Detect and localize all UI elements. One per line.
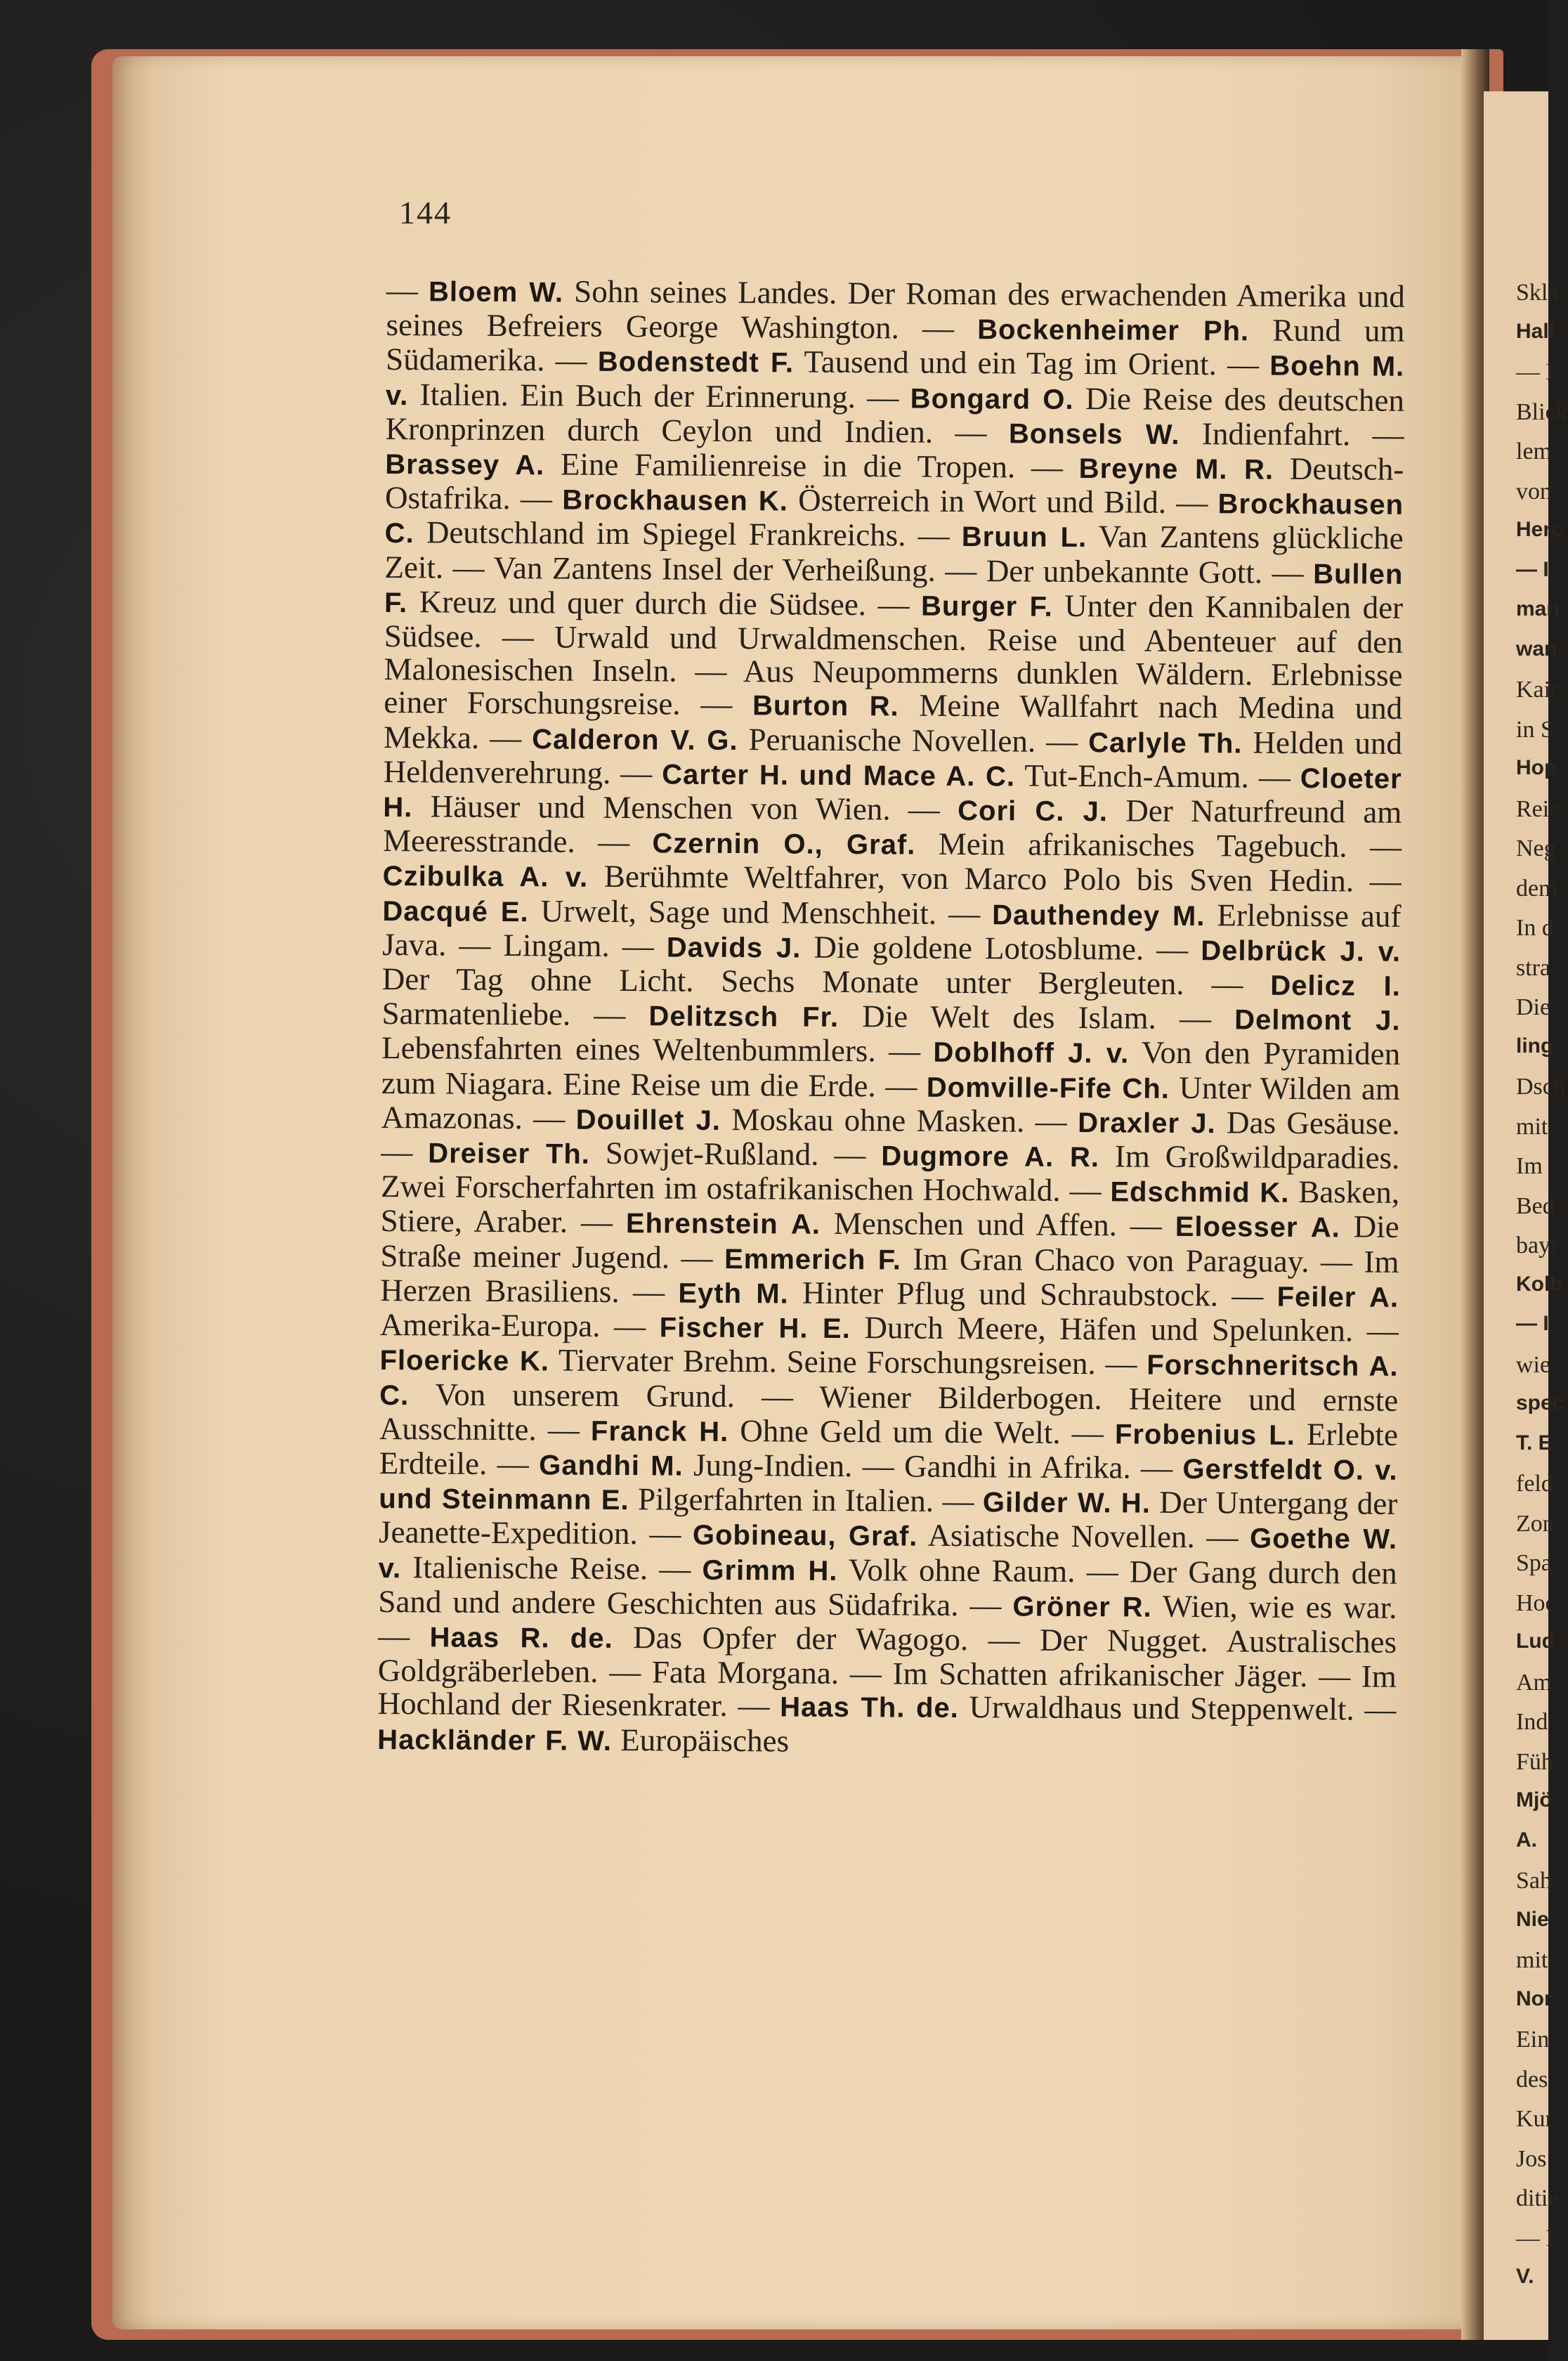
next-page-fragment: Kolb xyxy=(1516,1272,1563,1296)
entry-author: Burger F. xyxy=(920,590,1053,623)
entry-author: Gobineau, Graf. xyxy=(692,1520,918,1552)
entry-author: Brockhausen C. xyxy=(384,488,1404,549)
bibliography-entry xyxy=(662,755,1300,795)
bibliography-entry xyxy=(562,481,1218,521)
next-page-fragment: wie xyxy=(1516,1351,1551,1378)
entry-author: Carter H. und Mace A. C. xyxy=(662,759,1016,793)
entry-author: Frobenius L. xyxy=(1114,1419,1295,1451)
entry-author: Gilder W. H. xyxy=(982,1487,1151,1519)
entry-title: Volk ohne Raum. — Der Gang durch den Sand und andere Geschichten aus Südafrika. — xyxy=(378,1552,1397,1623)
next-page-fragment: Hall xyxy=(1516,319,1555,343)
bibliography-entry xyxy=(591,1412,1115,1451)
entry-title: Die goldene Lotosblume. — xyxy=(801,929,1201,967)
entry-author: Carlyle Th. xyxy=(1088,727,1243,760)
next-page-fragment: Ind xyxy=(1516,1709,1548,1735)
next-page-fragment: In d xyxy=(1516,915,1554,941)
entry-author: Franck H. xyxy=(590,1415,729,1448)
entry-author: Burton R. xyxy=(752,690,899,722)
entry-author: Bodenstedt F. xyxy=(597,346,795,379)
next-page-fragment: Zon xyxy=(1516,1510,1555,1537)
bibliography-entry xyxy=(626,1205,1175,1244)
entry-author: Fischer H. E. xyxy=(659,1312,851,1345)
entry-author: Cori C. J. xyxy=(958,795,1109,828)
entry-title: Der Untergang der Jeanette-Expedition. — xyxy=(378,1484,1398,1552)
entry-author: Eloesser A. xyxy=(1175,1211,1340,1244)
entry-author: Emmerich F. xyxy=(724,1243,902,1276)
next-page-fragment: lem. xyxy=(1516,438,1558,464)
next-page-edge xyxy=(1484,91,1568,2340)
next-page-fragment: — I xyxy=(1516,557,1549,581)
entry-author: Bloem W. xyxy=(428,276,564,308)
entry-author: Breyne M. R. xyxy=(1078,453,1274,486)
entry-author: Floericke K. xyxy=(379,1345,550,1377)
entry-author: Eyth M. xyxy=(678,1277,789,1310)
entry-title: Van Zantens glückliche Zeit. — Van Zantens Insel der Verheißung. — Der unbekannte Gott. — xyxy=(384,519,1404,590)
entry-title: Peruanische Novellen. — xyxy=(738,721,1089,759)
entry-author: Czernin O., Graf. xyxy=(652,828,916,861)
entry-title: Eine Familienreise in die Tropen. — xyxy=(544,446,1079,486)
next-page-fragment: des xyxy=(1516,2066,1548,2093)
bibliography-entry xyxy=(377,1720,789,1758)
next-page-fragment: Lud xyxy=(1516,1630,1555,1653)
next-page-fragment: Reic xyxy=(1516,795,1560,822)
entry-title: Unter den Kannibalen der Südsee. — Urwald und Urwaldmenschen. Reise und Abenteuer auf den Malonesischen Inseln. — Aus Neupommerns dunklen Wäldern. Erlebnisse einer Forschungsreise. — xyxy=(384,587,1404,722)
bibliography-entry xyxy=(693,1516,1250,1555)
next-page-fragment: — I xyxy=(1516,359,1554,385)
next-page-fragment: stra xyxy=(1516,954,1551,981)
next-page-fragment: Nor xyxy=(1516,1986,1553,2010)
entry-title: Kreuz und quer durch die Südsee. — xyxy=(407,584,922,623)
entry-title: Im Gran Chaco von Paraguay. — Im Herzen Brasiliens. — xyxy=(380,1241,1399,1310)
bibliography-entry xyxy=(379,1341,1146,1381)
entry-title: Ohne Geld um die Welt. — xyxy=(729,1412,1116,1451)
entry-title: Amerika-Europa. — xyxy=(379,1307,660,1344)
next-page-fragment: Kair xyxy=(1516,677,1559,703)
entry-author: Gröner R. xyxy=(1012,1591,1152,1623)
entry-title: Moskau ohne Masken. — xyxy=(720,1101,1078,1139)
next-page-fragment: wan xyxy=(1516,637,1557,661)
entry-author: Boehn M. v. xyxy=(385,351,1405,411)
entry-title: Österreich in Wort und Bild. — xyxy=(788,482,1218,521)
entry-author: Delmont J. xyxy=(1234,1004,1401,1037)
entry-title: Urwaldhaus und Steppenwelt. — xyxy=(958,1689,1397,1728)
bibliography-entry xyxy=(667,928,1201,967)
entry-title: Basken, Stiere, Araber. — xyxy=(380,1174,1400,1240)
next-page-fragment: A. xyxy=(1516,1828,1537,1852)
bibliography-entry xyxy=(385,445,1079,485)
entry-title: Tausend und ein Tag im Orient. — xyxy=(793,344,1270,383)
next-page-fragment: Bed xyxy=(1516,1192,1555,1219)
entry-author: Bonsels W. xyxy=(1008,418,1180,450)
entry-author: Forschneritsch A. C. xyxy=(379,1349,1399,1411)
entry-author: Brassey A. xyxy=(385,449,545,481)
entry-author: Bruun L. xyxy=(961,521,1087,554)
entry-title: Europäisches xyxy=(611,1722,790,1759)
entry-author: Delicz I. xyxy=(1270,970,1401,1002)
entry-author: Haas Th. de. xyxy=(780,1691,959,1724)
next-page-fragment: spec xyxy=(1516,1391,1564,1414)
next-page-fragment: Kur xyxy=(1516,2106,1553,2132)
entry-author: Hackländer F. W. xyxy=(377,1724,613,1757)
next-page-fragment: von xyxy=(1516,478,1552,505)
entry-author: Feiler A. xyxy=(1276,1281,1399,1313)
bibliography-entry xyxy=(382,892,992,931)
entry-title: Pilgerfahrten in Italien. — xyxy=(629,1481,984,1519)
entry-title: Sohn seines Landes. Der Roman des erwachenden Amerika und seines Befreiers George Washington. — xyxy=(386,273,1405,346)
bibliography-entry xyxy=(678,1274,1277,1313)
entry-title: Wien, wie es war. — xyxy=(378,1588,1397,1654)
next-page-fragment: Spa xyxy=(1516,1550,1552,1576)
entry-author: Douillet J. xyxy=(575,1104,721,1136)
bibliography-entry xyxy=(660,1308,1399,1348)
next-page-fragment: T. E xyxy=(1516,1431,1553,1455)
entry-title: Sowjet-Rußland. — xyxy=(589,1135,882,1173)
entry-title: Der Tag ohne Licht. Sechs Monate unter Bergleuten. — xyxy=(381,961,1271,1002)
entry-title: Italienische Reise. — xyxy=(401,1549,703,1587)
next-page-fragment: Blick xyxy=(1516,398,1568,425)
next-page-fragment: Hoc xyxy=(1516,1589,1556,1616)
bibliography-entry xyxy=(539,1446,1183,1485)
entry-author: Delitzsch Fr. xyxy=(648,1001,839,1034)
entry-title: Unter Wilden am Amazonas. — xyxy=(381,1069,1401,1136)
entry-title: Sarmatenliebe. — xyxy=(381,996,649,1033)
entry-title: Meine Wallfahrt nach Medina und Mekka. — xyxy=(383,687,1403,755)
bibliography-entry xyxy=(576,1101,1078,1139)
next-page-fragment: man xyxy=(1516,597,1560,620)
entry-author: Grimm H. xyxy=(702,1554,838,1587)
entry-title: Erlebte Erdteile. — xyxy=(379,1416,1399,1482)
entry-author: Gandhi M. xyxy=(539,1450,684,1482)
bibliography-text xyxy=(377,274,1405,1763)
next-page-fragment: — I xyxy=(1516,2225,1554,2251)
next-page-fragment: Jos xyxy=(1516,2145,1547,2172)
entry-title: Im Großwildparadies. Zwei Forscherfahrten im ostafrikanischen Hochwald. — xyxy=(380,1138,1400,1209)
entry-title: Tiervater Brehm. Seine Forschungsreisen. — xyxy=(549,1342,1147,1381)
entry-author: Bockenheimer Ph. xyxy=(977,314,1250,347)
entry-author: Bullen F. xyxy=(384,558,1404,619)
entry-title: Die Straße meiner Jugend. — xyxy=(380,1209,1399,1275)
entry-title: Urwelt, Sage und Menschheit. — xyxy=(528,892,993,931)
entry-author: Czibulka A. v. xyxy=(382,861,589,894)
entry-author: Doblhoff J. v. xyxy=(933,1037,1130,1069)
entry-dash: — xyxy=(386,273,429,308)
bibliography-entry xyxy=(652,825,1402,865)
next-page-fragment: — I xyxy=(1516,1312,1549,1335)
bibliography-entry xyxy=(780,1689,1397,1727)
next-page-fragment: Die xyxy=(1516,994,1551,1020)
entry-author: Gerstfeldt O. v. und Steinmann E. xyxy=(379,1453,1398,1516)
entry-title: Häuser und Menschen von Wien. — xyxy=(412,788,958,828)
entry-author: Goethe W. v. xyxy=(378,1523,1398,1584)
entry-title: Jung-Indien. — Gandhi in Afrika. — xyxy=(683,1447,1183,1485)
next-page-fragment: Mjö xyxy=(1516,1788,1553,1812)
next-page-fragment: mit xyxy=(1516,1947,1548,1973)
next-page-fragment: Herc xyxy=(1516,518,1563,541)
entry-author: Edschmid K. xyxy=(1110,1176,1290,1209)
entry-title: Berühmte Weltfahrer, von Marco Polo bis Sven Hedin. — xyxy=(588,859,1402,899)
entry-title: Mein afrikanisches Tagebuch. — xyxy=(915,826,1402,865)
bibliography-entry xyxy=(598,343,1270,382)
next-page-fragment: Hop xyxy=(1516,756,1557,779)
entry-author: Davids J. xyxy=(666,932,802,964)
next-page-fragment: Füh xyxy=(1516,1748,1553,1775)
entry-title: Lebensfahrten eines Weltenbummlers. — xyxy=(381,1030,934,1069)
next-page-fragment: Ein xyxy=(1516,2027,1550,2053)
entry-author: Haas R. de. xyxy=(429,1622,613,1654)
entry-title: Rund um Südamerika. — xyxy=(386,312,1405,379)
page-number: 144 xyxy=(399,195,452,230)
entry-author: Dacqué E. xyxy=(382,895,529,928)
entry-title: Asiatische Novellen. — xyxy=(917,1517,1250,1555)
entry-author: Ehrenstein A. xyxy=(625,1208,821,1241)
entry-author: Calderon V. G. xyxy=(532,723,738,756)
entry-author: Dreiser Th. xyxy=(428,1138,591,1170)
entry-title: Deutschland im Spiegel Frankreichs. — xyxy=(414,514,962,554)
entry-title: Die Welt des Islam. — xyxy=(838,999,1235,1036)
bibliography-entry xyxy=(532,720,1088,759)
next-page-fragment: Am xyxy=(1516,1669,1552,1696)
entry-title: Menschen und Affen. — xyxy=(820,1206,1175,1244)
next-page-fragment: Skla xyxy=(1516,280,1559,306)
next-page-fragment: Dsch xyxy=(1516,1074,1565,1100)
entry-author: Dauthendey M. xyxy=(992,899,1206,932)
entry-title: Deutsch-Ostafrika. — xyxy=(384,450,1404,516)
bibliography-entry xyxy=(1009,415,1404,452)
next-page-fragment: mit xyxy=(1516,1113,1548,1140)
next-page-fragment: ditie xyxy=(1516,2185,1559,2211)
entry-title: Italien. Ein Buch der Erinnerung. — xyxy=(408,376,910,415)
entry-title: Helden und Heldenverehrung. — xyxy=(383,724,1403,791)
entry-title: Von unserem Grund. — Wiener Bilderbogen. Heitere und ernste Ausschnitte. — xyxy=(379,1376,1399,1448)
bibliography-entry xyxy=(428,1134,881,1172)
entry-title: Der Naturfreund am Meeresstrande. — xyxy=(382,793,1402,860)
next-page-fragment: Neg xyxy=(1516,835,1556,861)
next-page-fragment: Nie xyxy=(1516,1907,1549,1931)
entry-title: Indienfahrt. — xyxy=(1180,415,1404,453)
entry-title: Von den Pyramiden zum Niagara. Eine Reise um die Erde. — xyxy=(381,1034,1401,1104)
entry-author: Brockhausen K. xyxy=(562,484,789,517)
next-page-fragment: ling xyxy=(1516,1034,1554,1058)
entry-title: Die Reise des deutschen Kronprinzen durch Ceylon und Indien. — xyxy=(385,380,1405,450)
bibliography-entry xyxy=(648,998,1234,1036)
entry-author: Cloeter H. xyxy=(383,762,1402,824)
entry-title: Tut-Ench-Amum. — xyxy=(1014,757,1301,795)
entry-author: Delbrück J. v. xyxy=(1201,935,1402,968)
next-page-fragment: Sah xyxy=(1516,1868,1552,1894)
entry-title: Erlebnisse auf Java. — Lingam. — xyxy=(382,897,1402,964)
entry-author: Domville-Fife Ch. xyxy=(926,1072,1170,1105)
next-page-fragment: V. xyxy=(1516,2265,1534,2288)
next-page-fragment: feld xyxy=(1516,1471,1553,1497)
next-page-fragment: Im xyxy=(1516,1153,1543,1179)
entry-title: Das Opfer der Wagogo. — Der Nugget. Australisches Goldgräberleben. — Fata Morgana. — Im Schatten afrikanischer Jäger. — Im Hochland der Riesenkrater. — xyxy=(377,1619,1397,1724)
entry-title: Das Gesäuse. — xyxy=(381,1105,1400,1170)
entry-author: Dugmore A. R. xyxy=(881,1140,1100,1173)
entry-title: Hinter Pflug und Schraubstock. — xyxy=(788,1275,1277,1313)
next-page-fragment: in S xyxy=(1516,716,1554,743)
entry-author: Bongard O. xyxy=(910,383,1074,415)
next-page-fragment: dem xyxy=(1516,875,1557,902)
next-page-fragment: bayr xyxy=(1516,1232,1559,1258)
entry-author: Draxler J. xyxy=(1078,1107,1216,1140)
entry-title: Durch Meere, Häfen und Spelunken. — xyxy=(850,1310,1399,1348)
